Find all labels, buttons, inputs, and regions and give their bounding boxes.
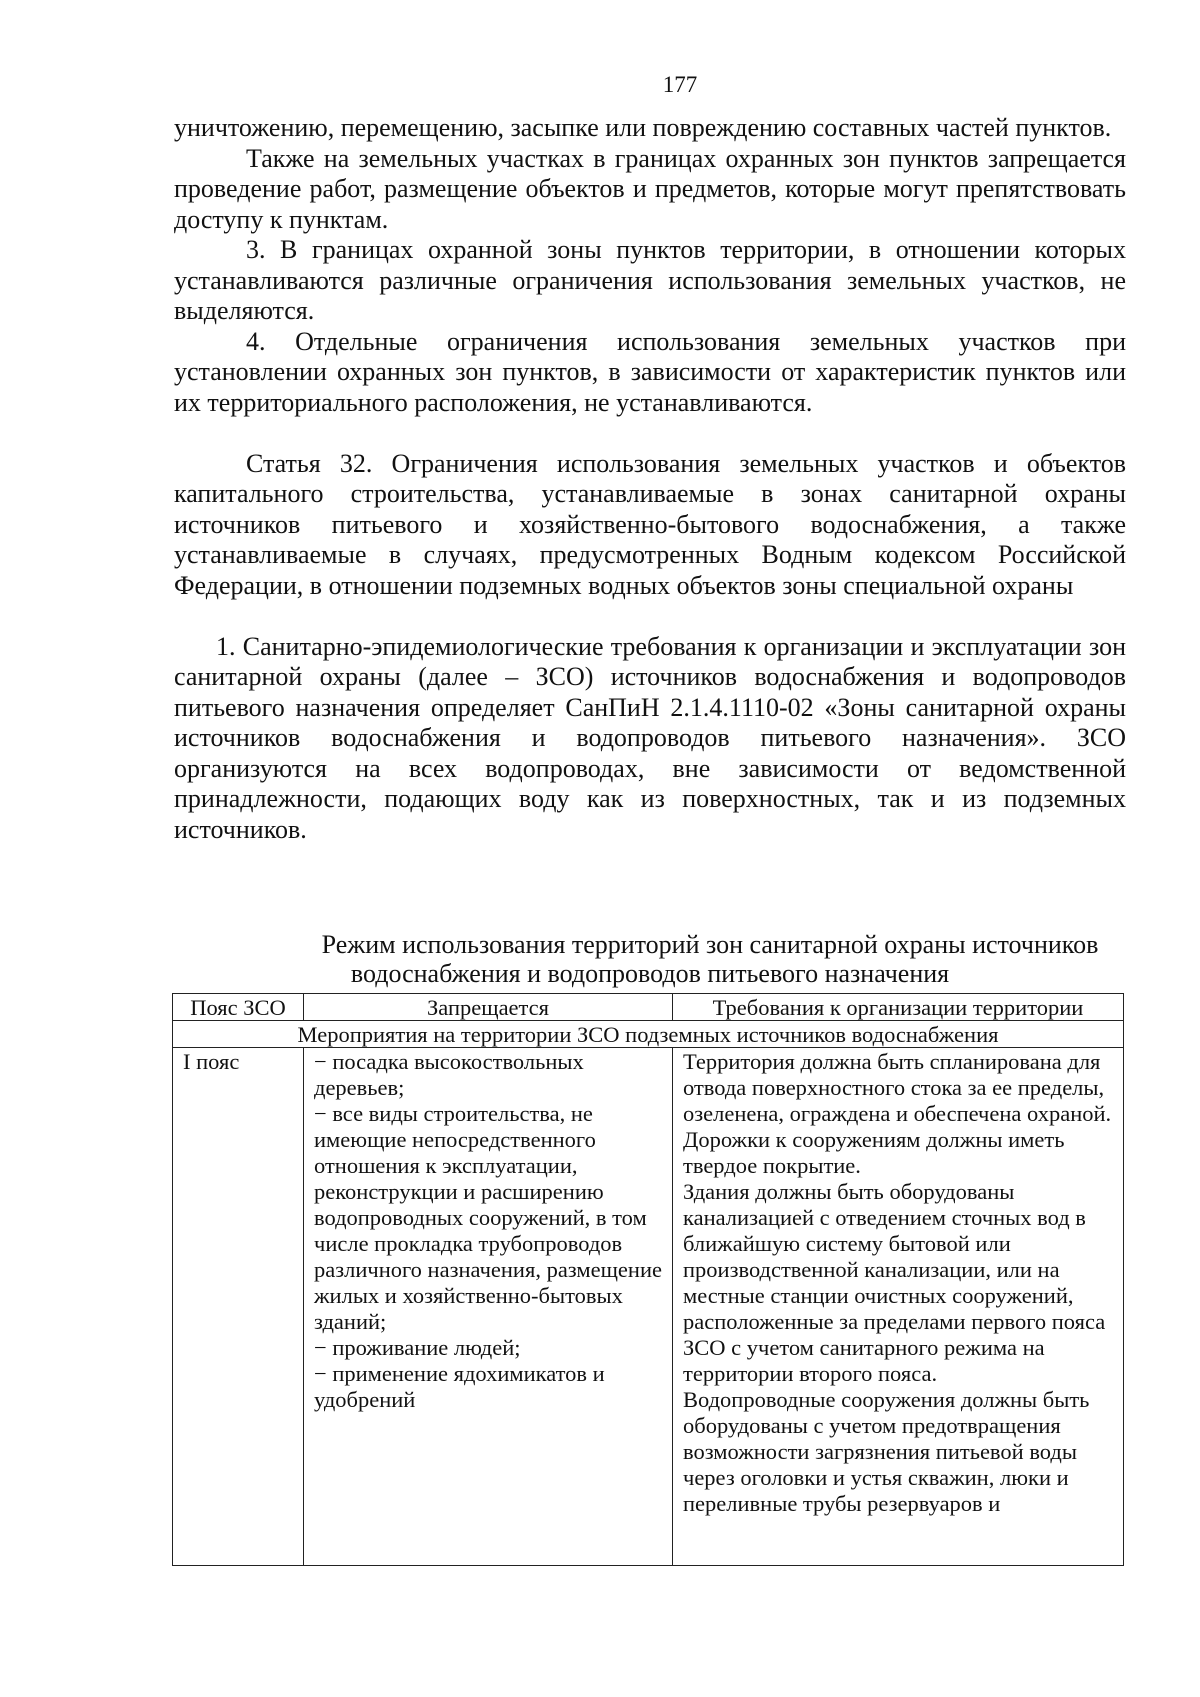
header-requirements: Требования к организации территории: [673, 994, 1124, 1021]
article-heading: Статья 32. Ограничения использования земельных участков и объектов капитального строительства, устанавливаемые в зонах санитарной охраны источников питьевого и хозяйственно-бытового водоснабжения, а также устанавливаемые в случаях, предусмотренных Водным кодексом Российской Федерации, в отношении подземных водных объектов зоны специальной охраны: [174, 448, 1126, 600]
header-belt: Пояс ЗСО: [173, 994, 304, 1021]
table-title: [174, 930, 1126, 988]
page-number: 177: [662, 72, 698, 97]
requirement-paragraph: Территория должна быть спланирована для отвода поверхностного стока за ее пределы, озеленена, ограждена и обеспечена охраной. Дорожки к сооружениям должны иметь твердое покрытие.: [683, 1049, 1112, 1178]
requirements-cell: [673, 1048, 1124, 1566]
belt-cell: I пояс: [173, 1048, 304, 1566]
paragraph-continuation: уничтожению, перемещению, засыпке или повреждению составных частей пунктов.: [174, 113, 1112, 142]
requirement-paragraph: Здания должны быть оборудованы канализацией с отведением сточных вод в ближайшую систему бытовой или производственной канализации, или на местные станции очистных сооружений, расположенные за пределами первого пояса ЗСО с учетом санитарного режима на территории второго пояса.: [683, 1179, 1106, 1386]
table-title-line-1: Режим использования территорий зон санитарной охраны источников: [321, 930, 1099, 959]
header-prohibited: Запрещается: [304, 994, 673, 1021]
requirement-paragraph: Водопроводные сооружения должны быть оборудованы с учетом предотвращения возможности загрязнения питьевой воды через оголовки и устья скважин, люки и переливные трубы резервуаров и: [683, 1387, 1090, 1516]
prohibited-item: − применение ядохимикатов и удобрений: [314, 1361, 605, 1412]
table-section-row: [173, 1021, 1124, 1048]
zso-regime-table: [172, 993, 1124, 1566]
table-header-row: [173, 994, 1124, 1021]
paragraph-restrictions: Также на земельных участках в границах охранных зон пунктов запрещается проведение работ, размещение объектов и предметов, которые могут препятствовать доступу к пунктам.: [174, 143, 1126, 234]
blank-line: [174, 601, 1126, 632]
prohibited-item: − все виды строительства, не имеющие непосредственного отношения к эксплуатации, реконструкции и расширению водопроводных сооружений, в том числе прокладка трубопроводов различного назначения, размещение жилых и хозяйственно-бытовых зданий;: [314, 1101, 662, 1334]
prohibited-cell: [304, 1048, 673, 1566]
section-title: Мероприятия на территории ЗСО подземных источников водоснабжения: [173, 1021, 1124, 1048]
prohibited-item: − посадка высокоствольных деревьев;: [314, 1049, 584, 1100]
body-text: [174, 113, 1126, 845]
paragraph-item-3: 3. В границах охранной зоны пунктов территории, в отношении которых устанавливаются различные ограничения использования земельных участков, не выделяются.: [174, 235, 1126, 325]
paragraph-item-4: 4. Отдельные ограничения использования земельных участков при установлении охранных зон пунктов, в зависимости от характеристик пунктов или их территориального расположения, не устанавливаются.: [174, 326, 1126, 417]
paragraph-item-1: 1. Санитарно-эпидемиологические требования к организации и эксплуатации зон санитарной охраны (далее – ЗСО) источников водоснабжения и водопроводов питьевого назначения определяет СанПиН 2.1.4.1110-02 «Зоны санитарной охраны источников водоснабжения и водопроводов питьевого назначения». ЗСО организуются на всех водопроводах, вне зависимости от ведомственной принадлежности, подающих воду как из поверхностных, так и из подземных источников.: [174, 631, 1126, 844]
table-title-line-2: водоснабжения и водопроводов питьевого назначения: [350, 959, 950, 988]
blank-line: [174, 418, 1126, 449]
prohibited-item: − проживание людей;: [314, 1335, 521, 1360]
table-row: [173, 1048, 1124, 1566]
